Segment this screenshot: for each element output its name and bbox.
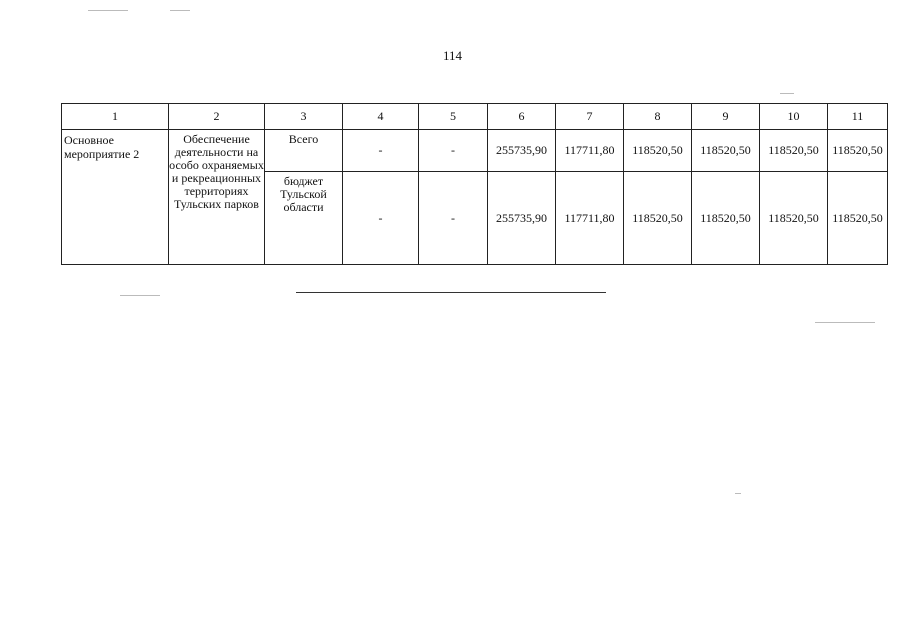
scan-speck (735, 493, 741, 494)
amount-cell: 118520,50 (828, 130, 888, 172)
amount-cell: 255735,90 (488, 172, 556, 265)
budget-table (61, 103, 888, 265)
header-cell: 7 (556, 104, 624, 130)
end-separator-line (296, 292, 606, 293)
event-description-cell: Обеспечение деятельности на особо охраняемых и рекреационных территориях Тульских парков (169, 130, 265, 265)
header-cell: 4 (343, 104, 419, 130)
scan-speck (780, 93, 794, 94)
table-cell: - (343, 130, 419, 172)
header-cell: 5 (419, 104, 488, 130)
amount-cell: 118520,50 (692, 172, 760, 265)
header-cell: 11 (828, 104, 888, 130)
header-cell: 8 (624, 104, 692, 130)
event-name-cell: Основное мероприятие 2 (62, 130, 169, 265)
scan-speck (88, 10, 128, 11)
header-cell: 9 (692, 104, 760, 130)
scan-speck (815, 322, 875, 323)
header-cell: 3 (265, 104, 343, 130)
scan-speck (120, 295, 160, 296)
table-cell: - (343, 172, 419, 265)
table-cell: - (419, 172, 488, 265)
funding-source-cell: Всего (265, 130, 343, 172)
amount-cell: 118520,50 (624, 130, 692, 172)
amount-cell: 255735,90 (488, 130, 556, 172)
table-cell: - (419, 130, 488, 172)
amount-cell: 118520,50 (828, 172, 888, 265)
amount-cell: 118520,50 (760, 172, 828, 265)
header-cell: 2 (169, 104, 265, 130)
table-header-row (62, 104, 888, 130)
header-cell: 1 (62, 104, 169, 130)
amount-cell: 118520,50 (760, 130, 828, 172)
table-row (62, 130, 888, 172)
header-cell: 10 (760, 104, 828, 130)
amount-cell: 118520,50 (624, 172, 692, 265)
amount-cell: 117711,80 (556, 172, 624, 265)
funding-source-cell: бюджет Тульской области (265, 172, 343, 265)
scan-speck (170, 10, 190, 11)
amount-cell: 118520,50 (692, 130, 760, 172)
header-cell: 6 (488, 104, 556, 130)
page-number: 114 (442, 48, 463, 63)
amount-cell: 117711,80 (556, 130, 624, 172)
